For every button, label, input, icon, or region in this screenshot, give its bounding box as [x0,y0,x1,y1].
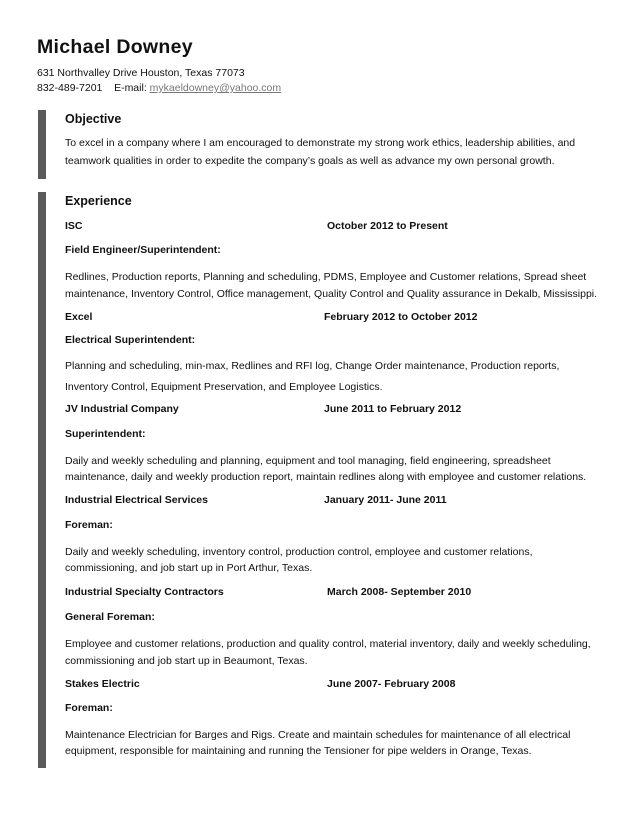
job-role: Superintendent: [65,428,146,440]
job-description-line-2: Inventory Control, Equipment Preservation, and Employee Logistics. [65,381,383,393]
job-description-line-2: commissioning, and job start up in Port Arthur, Texas. [65,562,313,574]
job-dates: March 2008- September 2010 [327,586,472,598]
job-description-line-2: commissioning and job start up in Beaumont, Texas. [65,655,308,667]
experience-heading: Experience [65,194,132,208]
job-dates: January 2011- June 2011 [324,494,447,506]
job-description-line-2: maintenance, Inventory Control, Office management, Quality Control and Quality assurance in Dekalb, Mississippi. [65,288,598,300]
job-description-line-2: equipment, responsible for maintaining and running the Tensioner for pipe welders in Orange, Texas. [65,745,532,757]
objective-line-2: teamwork qualities in order to expedite the company’s goals as well as advance my own personal growth. [65,155,555,167]
job-company: Stakes Electric [65,678,140,690]
objective-section-bar [38,110,46,179]
experience-section-bar [38,192,46,768]
job-description-line-1: Daily and weekly scheduling and planning, equipment and tool managing, field engineering, spreadsheet [65,455,551,467]
applicant-name: Michael Downey [37,36,193,58]
job-role: Electrical Superintendent: [65,334,196,346]
objective-line-1: To excel in a company where I am encouraged to demonstrate my strong work ethics, leadership abilities, and [65,137,576,149]
job-company: Industrial Electrical Services [65,494,208,506]
job-role: Field Engineer/Superintendent: [65,244,221,256]
job-company: Industrial Specialty Contractors [65,586,224,598]
job-description-line-1: Planning and scheduling, min-max, Redlines and RFI log, Change Order maintenance, Production reports, [65,360,560,372]
job-company: Excel [65,311,93,323]
job-role: Foreman: [65,519,113,531]
job-dates: February 2012 to October 2012 [324,311,478,323]
job-role: General Foreman: [65,611,155,623]
objective-heading: Objective [65,112,122,126]
job-dates: June 2011 to February 2012 [324,403,462,415]
job-dates: October 2012 to Present [327,220,448,232]
job-company: JV Industrial Company [65,403,179,415]
job-role: Foreman: [65,702,113,714]
job-description-line-1: Redlines, Production reports, Planning and scheduling, PDMS, Employee and Customer relations, Spread sheet [65,271,587,283]
job-dates: June 2007- February 2008 [327,678,456,690]
job-description-line-1: Maintenance Electrician for Barges and Rigs. Create and maintain schedules for maintenance of all electrical [65,729,571,741]
email-link[interactable]: mykaeldowney@yahoo.com [149,82,282,94]
job-description-line-1: Daily and weekly scheduling, inventory control, production control, employee and customer relations, [65,546,533,558]
job-company: ISC [65,220,83,232]
address-line: 631 Northvalley Drive Houston, Texas 77073 [37,67,245,79]
phone-number: 832-489-7201 [37,82,103,94]
job-description-line-1: Employee and customer relations, production and quality control, material inventory, daily and weekly scheduling, [65,638,591,650]
contact-line [37,82,281,94]
email-label: E-mail: [114,82,147,94]
job-description-line-2: maintenance, daily and weekly production report, maintain redlines along with employee and customer relations. [65,471,587,483]
